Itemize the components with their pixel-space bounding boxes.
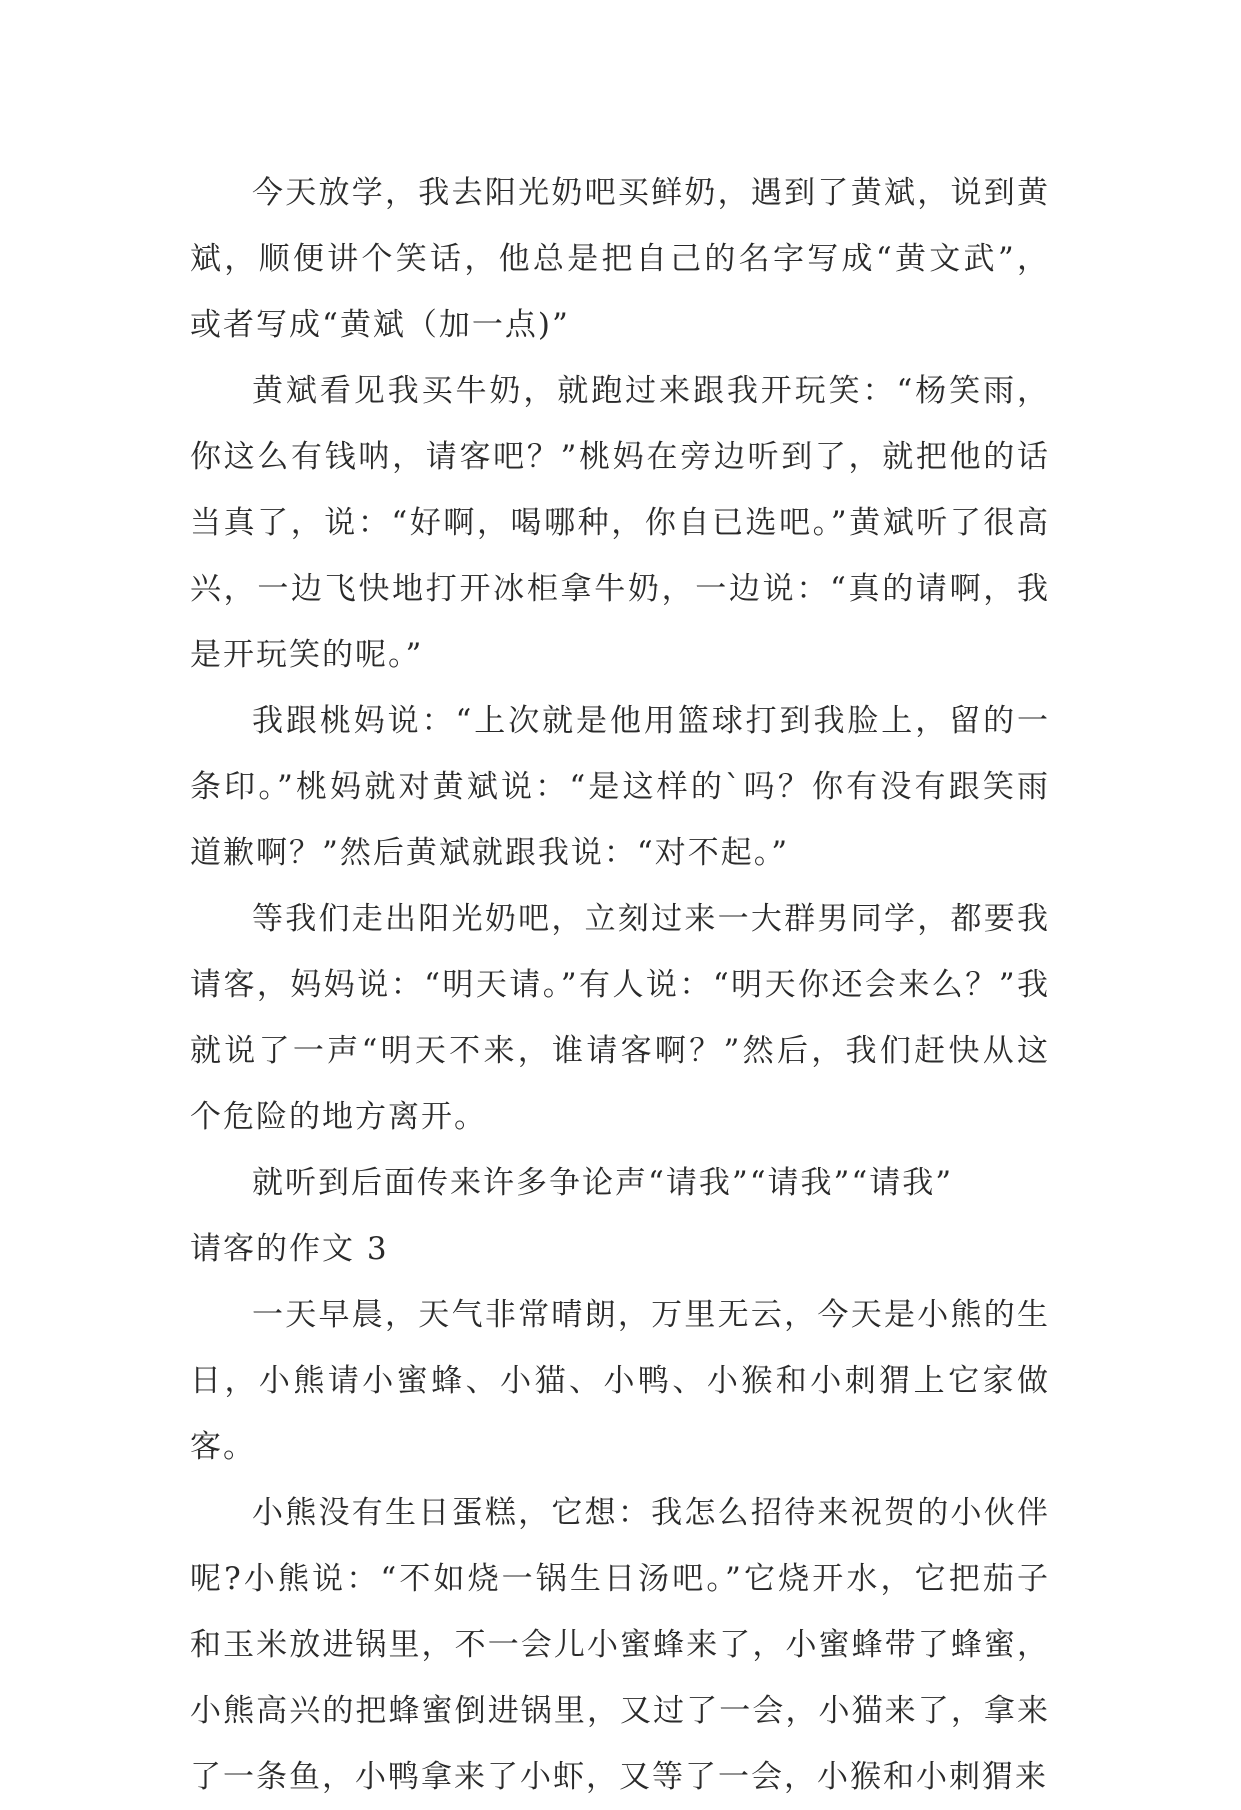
section-title: 请客的作文 3 — [190, 1231, 389, 1267]
paragraph: 小熊没有生日蛋糕，它想：我怎么招待来祝贺的小伙伴呢?小熊说：“不如烧一锅生日汤吧。”它烧开水，它把茄子和玉米放进锅里，不一会儿小蜜蜂来了，小蜜蜂带了蜂蜜，小熊高兴的把蜂蜜倒进锅里，又过了一会，小猫来了，拿来了一条鱼，小鸭拿来了小虾，又等了一会，小猴和小刺猬来 — [190, 1495, 1050, 1795]
paragraph: 黄斌看见我买牛奶，就跑过来跟我开玩笑：“杨笑雨，你这么有钱呐，请客吧？”桃妈在旁边听到了，就把他的话当真了，说：“好啊，喝哪种，你自已选吧。”黄斌听了很高兴，一边飞快地打开冰柜拿牛奶，一边说：“真的请啊，我是开玩笑的呢。” — [190, 373, 1050, 673]
paragraph: 等我们走出阳光奶吧，立刻过来一大群男同学，都要我请客，妈妈说：“明天请。”有人说：“明天你还会来么？”我就说了一声“明天不来，谁请客啊？”然后，我们赶快从这个危险的地方离开。 — [190, 901, 1050, 1135]
paragraph: 就听到后面传来许多争论声“请我”“请我”“请我” — [252, 1165, 954, 1201]
paragraph: 今天放学，我去阳光奶吧买鲜奶，遇到了黄斌，说到黄斌，顺便讲个笑话，他总是把自己的名字写成“黄文武”，或者写成“黄斌（加一点)” — [190, 175, 1050, 343]
paragraph: 我跟桃妈说：“上次就是他用篮球打到我脸上，留的一条印。”桃妈就对黄斌说：“是这样的`吗？你有没有跟笑雨道歉啊？”然后黄斌就跟我说：“对不起。” — [190, 703, 1050, 871]
paragraph: 一天早晨，天气非常晴朗，万里无云，今天是小熊的生日，小熊请小蜜蜂、小猫、小鸭、小猴和小刺猬上它家做客。 — [190, 1297, 1050, 1465]
document-body — [190, 160, 1050, 1810]
